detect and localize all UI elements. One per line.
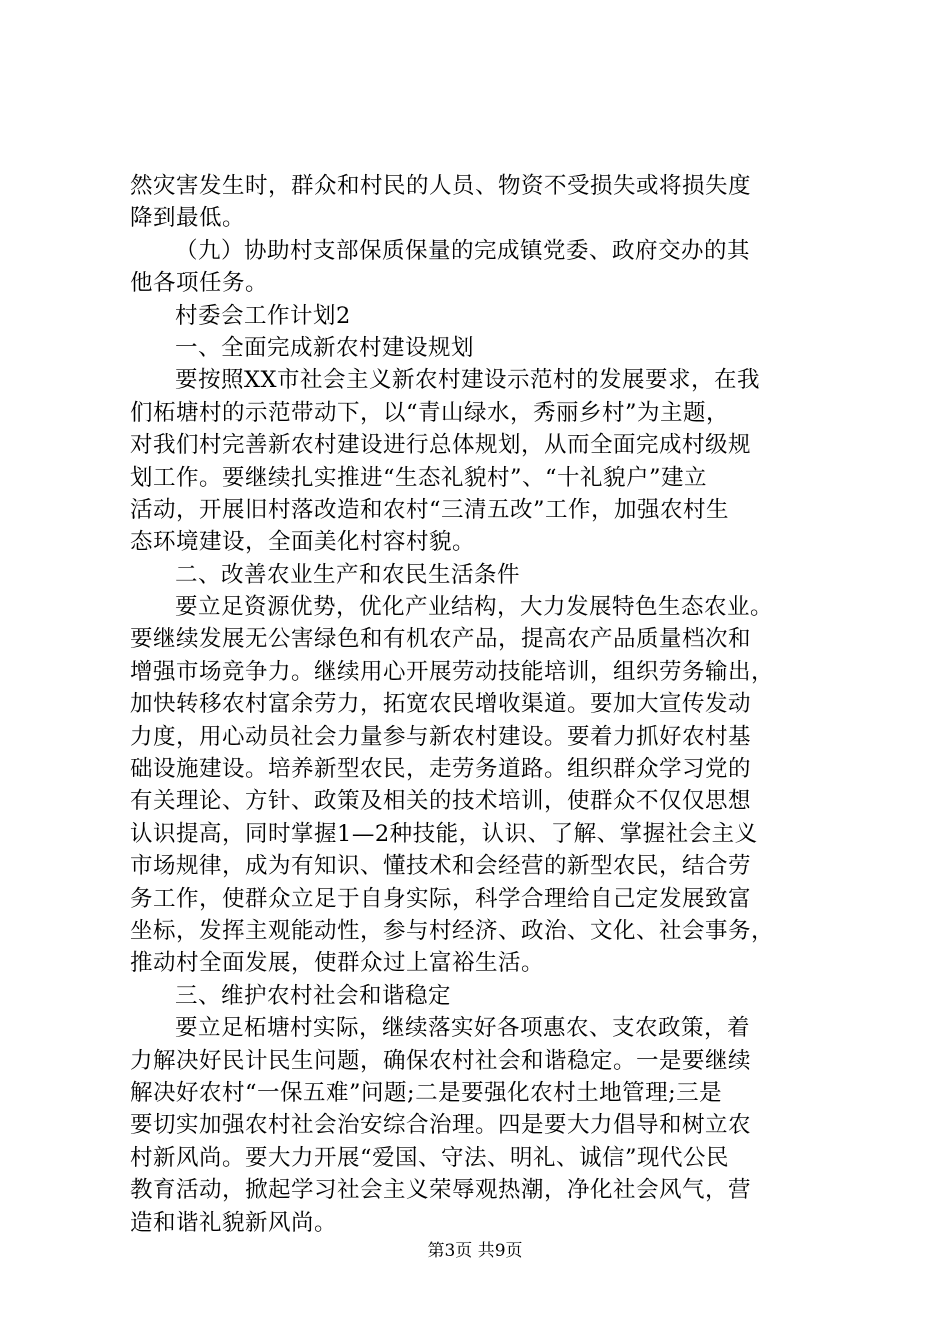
- text-line: 然灾害发生时，群众和村民的人员、物资不受损失或将损失度: [130, 173, 752, 199]
- text-line: （九）协助村支部保质保量的完成镇党委、政府交办的其: [175, 237, 751, 264]
- text-line: 要按照XX市社会主义新农村建设示范村的发展要求，在我: [175, 367, 761, 394]
- page-number-footer: 第3页 共9页: [427, 1241, 523, 1261]
- text-line: 降到最低。: [130, 205, 246, 232]
- section-heading: 二、改善农业生产和农民生活条件: [175, 561, 521, 588]
- text-line: 力解决好民计民生问题，确保农村社会和谐稳定。一是要继续: [130, 1047, 752, 1074]
- text-line: 要切实加强农村社会治安综合治理。四是要大力倡导和树立农: [130, 1112, 752, 1139]
- text-line: 市场规律，成为有知识、懂技术和会经营的新型农民，结合劳: [130, 853, 752, 880]
- text-line: 力度，用心动员社会力量参与新农村建设。要着力抓好农村基: [130, 723, 752, 750]
- text-line: 要继续发展无公害绿色和有机农产品，提高农产品质量档次和: [130, 626, 752, 653]
- text-line: 务工作，使群众立足于自身实际，科学合理给自己定发展致富: [130, 885, 752, 912]
- text-line: 态环境建设，全面美化村容村貌。: [130, 529, 476, 556]
- text-line: 要立足资源优势，优化产业结构，大力发展特色生态农业。: [175, 594, 774, 621]
- text-line: 增强市场竞争力。继续用心开展劳动技能培训，组织劳务输出，: [130, 658, 775, 685]
- text-line: 村新风尚。要大力开展“爱国、守法、明礼、诚信”现代公民: [130, 1144, 730, 1171]
- text-line: 造和谐礼貌新风尚。: [130, 1209, 338, 1236]
- text-line: 础设施建设。培养新型农民，走劳务道路。组织群众学习党的: [130, 756, 752, 783]
- section-heading: 村委会工作计划2: [175, 302, 351, 329]
- text-line: 们柘塘村的示范带动下，以“青山绿水，秀丽乡村”为主题，: [130, 399, 730, 426]
- text-line: 有关理论、方针、政策及相关的技术培训，使群众不仅仅思想: [130, 788, 752, 815]
- text-line: 活动，开展旧村落改造和农村“三清五改”工作，加强农村生: [130, 496, 730, 523]
- text-line: 认识提高，同时掌握1—2种技能，认识、了解、掌握社会主义: [130, 820, 758, 847]
- text-line: 划工作。要继续扎实推进“生态礼貌村”、“十礼貌户”建立: [130, 464, 708, 491]
- text-line: 坐标，发挥主观能动性，参与村经济、政治、文化、社会事务，: [130, 917, 775, 944]
- section-heading: 三、维护农村社会和谐稳定: [175, 982, 452, 1009]
- section-heading: 一、全面完成新农村建设规划: [175, 334, 475, 361]
- text-line: 他各项任务。: [130, 270, 269, 297]
- text-line: 推动村全面发展，使群众过上富裕生活。: [130, 950, 545, 977]
- text-line: 要立足柘塘村实际，继续落实好各项惠农、支农政策，着: [175, 1015, 751, 1042]
- text-line: 解决好农村“一保五难”问题;二是要强化农村土地管理;三是: [130, 1079, 723, 1106]
- text-line: 教育活动，掀起学习社会主义荣辱观热潮，净化社会风气，营: [130, 1177, 752, 1204]
- text-line: 加快转移农村富余劳力，拓宽农民增收渠道。要加大宣传发动: [130, 691, 752, 718]
- document-body: [130, 170, 842, 1239]
- text-line: 对我们村完善新农村建设进行总体规划，从而全面完成村级规: [130, 432, 752, 459]
